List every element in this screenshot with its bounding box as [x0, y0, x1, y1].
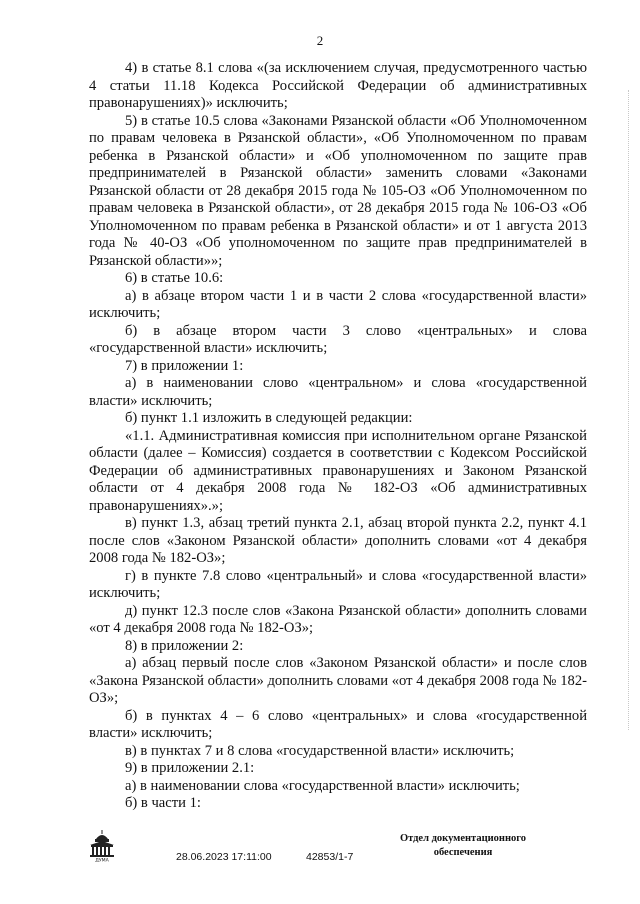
duma-building-icon [87, 828, 117, 862]
paragraph: б) в пунктах 4 – 6 слово «центральных» и слова «государственной власти» исключить; [89, 707, 587, 741]
paragraph: 6) в статье 10.6: [125, 270, 224, 286]
paragraph: б) в части 1: [125, 795, 201, 811]
paragraph: а) абзац первый после слов «Законом Рязанской области» и после слов «Закона Рязанской области» дополнить словами «от 4 декабря 2008 года № 182-ОЗ»; [89, 655, 587, 706]
paragraph: б) пункт 1.1 изложить в следующей редакции: [125, 410, 413, 426]
paragraph: г) в пункте 7.8 слово «центральный» и слова «государственной власти» исключить; [89, 567, 587, 601]
department-line1: Отдел документационного [399, 833, 527, 844]
paragraph: в) в пунктах 7 и 8 слова «государственной власти» исключить; [125, 742, 515, 759]
paragraph: д) пункт 12.3 после слов «Закона Рязанской области» дополнить словами «от 4 декабря 2008 года № 182-ОЗ»; [89, 602, 587, 636]
paragraph: «1.1. Административная комиссия при исполнительном органе Рязанской области (далее – Комиссия) создается в соответствии с Кодексом Российской Федерации об административных правонарушениях и Законом Рязанской области от 4 декабря 2008 года № 182-ОЗ «Об административных правонарушениях».»; [89, 427, 587, 514]
department-stamp [398, 832, 528, 860]
registration-number: 42853/1-7 [306, 851, 354, 863]
paragraph: б) в абзаце втором части 3 слово «центральных» и слова «государственной власти» исключить; [89, 322, 587, 356]
logo-text: ДУМА [95, 858, 109, 862]
paragraph: 8) в приложении 2: [125, 637, 244, 654]
paragraph: а) в абзаце втором части 1 и в части 2 слова «государственной власти» исключить; [89, 287, 587, 321]
department-line2: обеспечения [433, 847, 493, 858]
footer-timestamp: 28.06.2023 17:11:00 [176, 851, 272, 863]
paragraph: 7) в приложении 1: [125, 357, 244, 374]
paragraph: 9) в приложении 2.1: [125, 760, 255, 776]
page-number: 2 [316, 33, 324, 48]
paragraph: а) в наименовании слово «центральном» и слова «государственной власти» исключить; [89, 375, 587, 409]
paragraph: 4) в статье 8.1 слова «(за исключением случая, предусмотренного частью 4 статьи 11.18 Кодекса Российской Федерации об административных правонарушениях)» исключить; [89, 60, 587, 111]
paragraph: а) в наименовании слова «государственной власти» исключить; [125, 777, 520, 794]
paragraph: в) пункт 1.3, абзац третий пункта 2.1, абзац второй пункта 2.2, пункт 4.1 после слов «Законом Рязанской области» дополнить словами «от 4 декабря 2008 года № 182-ОЗ»; [89, 515, 587, 566]
margin-scan-marks [628, 90, 635, 730]
document-body [89, 60, 587, 813]
paragraph: 5) в статье 10.5 слова «Законами Рязанской области «Об Уполномоченном по правам человека в Рязанской области», «Об Уполномоченном по правам ребенка в Рязанской области» и «Об уполномоченном по защите прав предпринимателей в Рязанской области» заменить словами «Законами Рязанской области от 28 декабря 2015 года № 105-ОЗ «Об Уполномоченном по правам человека в Рязанской области», от 28 декабря 2015 года № 106-ОЗ «Об Уполномоченном по правам ребенка в Рязанской области» и от 1 августа 2013 года № 40-ОЗ «Об уполномоченном по защите прав предпринимателей в Рязанской области»»; [89, 112, 587, 269]
